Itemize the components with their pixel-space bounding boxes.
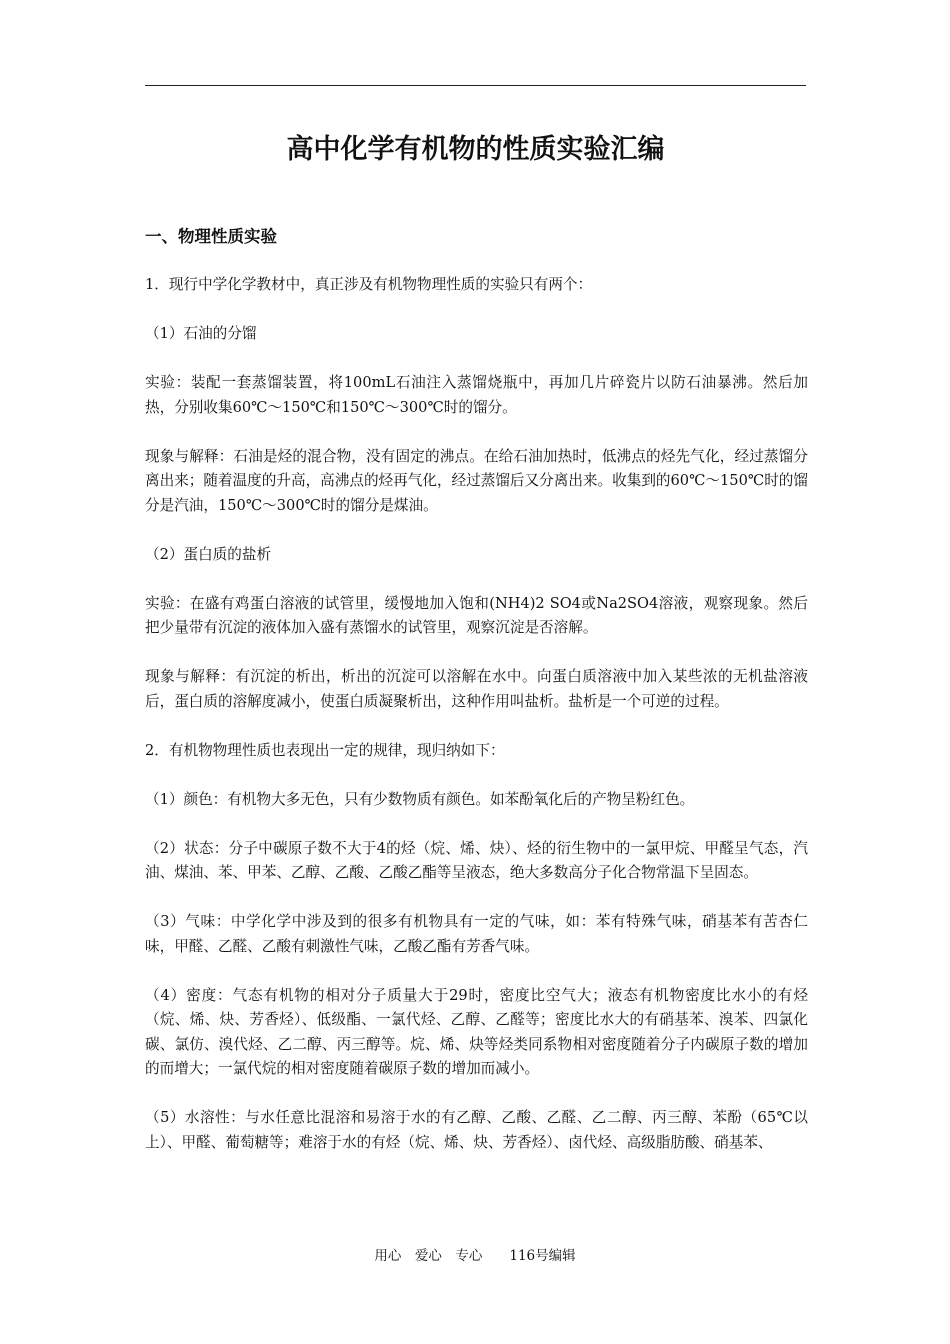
section-heading: 一、物理性质实验 — [145, 227, 277, 246]
paragraph-salting-out-experiment: 实验：在盛有鸡蛋白溶液的试管里，缓慢地加入饱和(NH4)2 SO4或Na2SO4溶液，观察现象。然后把少量带有沉淀的液体加入盛有蒸馏水的试管里，观察沉淀是否溶解。 — [145, 594, 808, 636]
paragraph-odor: （3）气味：中学化学中涉及到的很多有机物具有一定的气味，如：苯有特殊气味，硝基苯有苦杏仁味，甲醛、乙醛、乙酸有刺激性气味，乙酸乙酯有芳香气味。 — [145, 913, 808, 955]
document-title: 高中化学有机物的性质实验汇编 — [286, 134, 665, 165]
paragraph-distillation-experiment: 实验：装配一套蒸馏装置，将100mL石油注入蒸馏烧瓶中，再加几片碎瓷片以防石油暴沸。然后加热，分别收集60℃～150℃和150℃～300℃时的馏分。 — [145, 374, 808, 416]
document-body — [145, 273, 808, 1180]
paragraph-solubility: （5）水溶性：与水任意比混溶和易溶于水的有乙醇、乙酸、乙醛、乙二醇、丙三醇、苯酚（65℃以上）、甲醛、葡萄糖等；难溶于水的有烃（烷、烯、炔、芳香烃）、卤代烃、高级脂肪酸、硝基苯、 — [145, 1109, 808, 1151]
paragraph-state: （2）状态：分子中碳原子数不大于4的烃（烷、烯、炔）、烃的衍生物中的一氯甲烷、甲醛呈气态，汽油、煤油、苯、甲苯、乙醇、乙酸、乙酸乙酯等呈液态，绝大多数高分子化合物常温下呈固态。 — [145, 839, 808, 881]
paragraph-intro-1: 1．现行中学化学教材中，真正涉及有机物物理性质的实验只有两个： — [145, 276, 593, 293]
subheading-petroleum-distillation: （1）石油的分馏 — [145, 325, 257, 342]
subheading-protein-salting-out: （2）蛋白质的盐析 — [145, 545, 272, 563]
header-rule — [145, 85, 806, 86]
page-footer: 用心 爱心 专心 116号编辑 — [374, 1248, 576, 1264]
paragraph-intro-2: 2．有机物物理性质也表现出一定的规律，现归纳如下： — [145, 741, 505, 759]
paragraph-salting-out-explanation: 现象与解释：有沉淀的析出，析出的沉淀可以溶解在水中。向蛋白质溶液中加入某些浓的无机盐溶液后，蛋白质的溶解度减小，使蛋白质凝聚析出，这种作用叫盐析。盐析是一个可逆的过程。 — [145, 668, 808, 710]
paragraph-color: （1）颜色：有机物大多无色，只有少数物质有颜色。如苯酚氧化后的产物呈粉红色。 — [145, 790, 695, 808]
paragraph-distillation-explanation: 现象与解释：石油是烃的混合物，没有固定的沸点。在给石油加热时，低沸点的烃先气化，经过蒸馏分离出来；随着温度的升高，高沸点的烃再气化，经过蒸馏后又分离出来。收集到的60℃～150℃时的馏分是汽油，150℃～300℃时的馏分是煤油。 — [145, 447, 808, 514]
paragraph-density: （4）密度：气态有机物的相对分子质量大于29时，密度比空气大；液态有机物密度比水小的有烃（烷、烯、炔、芳香烃）、低级酯、一氯代烃、乙醇、乙醛等；密度比水大的有硝基苯、溴苯、四氯化碳、氯仿、溴代烃、乙二醇、丙三醇等。烷、烯、炔等烃类同系物相对密度随着分子内碳原子数的增加的而增大；一氯代烷的相对密度随着碳原子数的增加而减小。 — [145, 986, 808, 1077]
